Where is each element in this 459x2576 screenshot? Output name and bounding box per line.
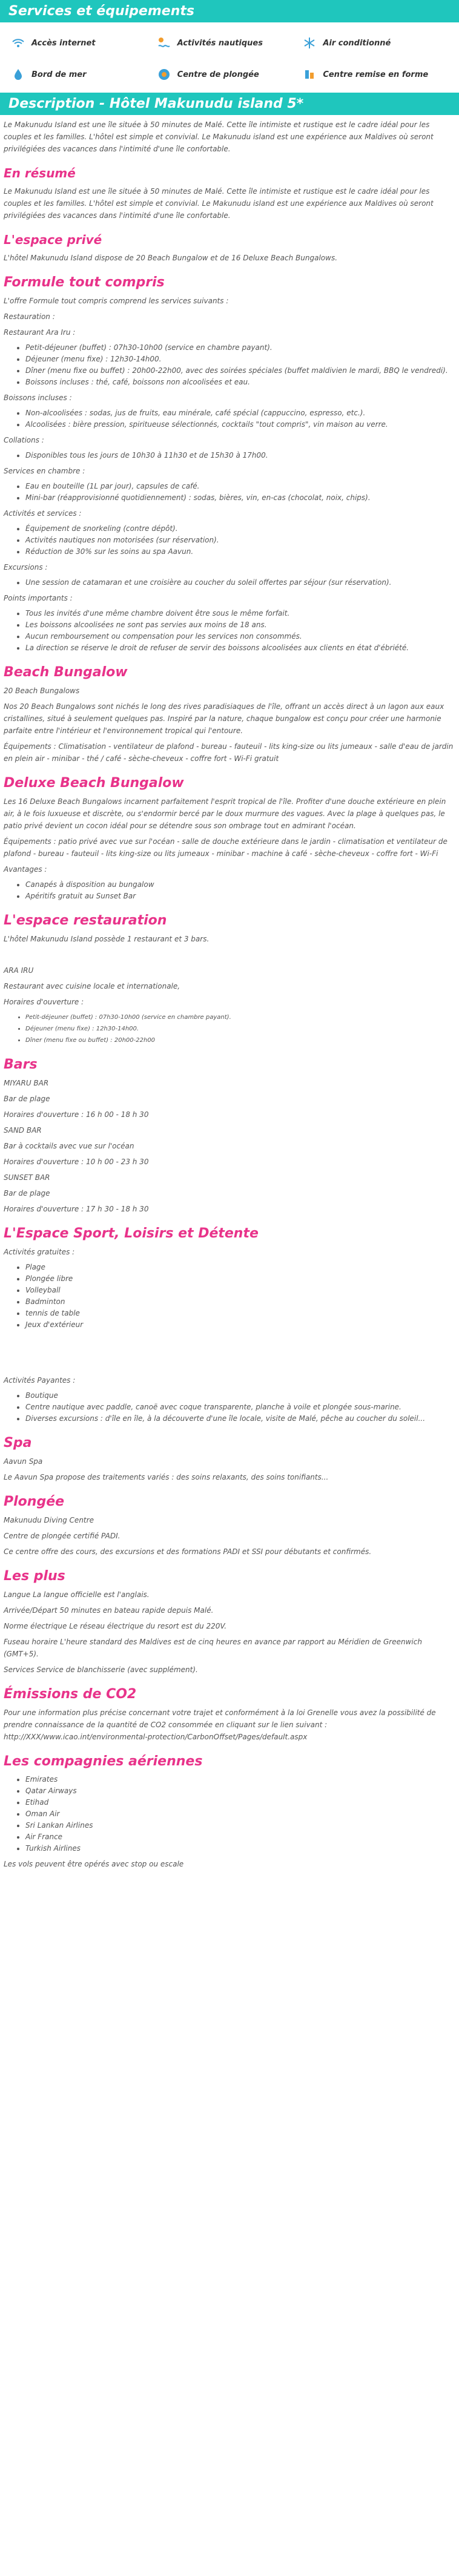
list-item: • Une session de catamaran et une croisière au coucher du soleil offertes par séjour (sur réservation). bbox=[25, 577, 455, 588]
plus-item: Fuseau horaire L'heure standard des Maldives est de cinq heures en avance par rapport au Méridien de Greenwich (GMT+5). bbox=[4, 1638, 422, 1658]
deluxe-equip: Équipements : patio privé avec vue sur l'océan - salle de douche extérieure dans le jardin - climatisation et ventilateur de plafond - bureau - fauteuil - lits king-size ou lits jumeaux - minibar - machine à café - sèche-cheveux - coffre fort - Wi-Fi bbox=[4, 837, 447, 858]
water-activities-icon bbox=[157, 36, 171, 50]
spacer bbox=[4, 1334, 455, 1371]
list-item: • Dîner (menu fixe ou buffet) : 20h00-22h00 bbox=[25, 1035, 455, 1046]
list-item: • Sri Lankan Airlines bbox=[25, 1820, 455, 1831]
bar-hours: Horaires d'ouverture : 16 h 00 - 18 h 30 bbox=[4, 1110, 149, 1119]
spacer bbox=[4, 949, 455, 961]
hours-label: Horaires d'ouverture : bbox=[4, 998, 84, 1006]
list-item: • Etihad bbox=[25, 1797, 455, 1808]
restauration-title: L'espace restauration bbox=[4, 913, 167, 928]
list-item: • Jeux d'extérieur bbox=[25, 1319, 455, 1331]
content bbox=[0, 119, 459, 1870]
gratuites-list bbox=[10, 1262, 455, 1331]
deluxe-text: Les 16 Deluxe Beach Bungalows incarnent parfaitement l'esprit tropical de l'île. Profiter d'une douche extérieure en plein air, à le fois luxueuse et discrète, ou s'endormir bercé par le doux murmure des vagues. Avec la plage à quelques pas, le patio privé devient un cocon idéal pour se détendre sous son ombrage tout en admirant l'océan. bbox=[4, 797, 446, 830]
plongee-cert: Centre de plongée certifié PADI. bbox=[4, 1532, 121, 1540]
list-item: • Petit-déjeuner (buffet) : 07h30-10h00 (service en chambre payant). bbox=[25, 1012, 455, 1023]
plongee-text: Ce centre offre des cours, des excursions et des formations PADI et SSI pour débutants et confirmés. bbox=[4, 1547, 372, 1556]
payantes-label: Activités Payantes : bbox=[4, 1376, 76, 1385]
beach-title: Beach Bungalow bbox=[4, 665, 128, 680]
list-item: • Centre nautique avec paddle, canoë avec coque transparente, planche à voile et plongée sous-marine. bbox=[25, 1402, 455, 1413]
avantages-list bbox=[10, 879, 455, 902]
bar-hours: Horaires d'ouverture : 17 h 30 - 18 h 30 bbox=[4, 1205, 149, 1213]
deluxe-title: Deluxe Beach Bungalow bbox=[4, 776, 184, 791]
restaurant-desc: Restaurant avec cuisine locale et internationale, bbox=[4, 982, 180, 990]
beach-subtitle: 20 Beach Bungalows bbox=[4, 687, 80, 695]
bar-type: Bar à cocktails avec vue sur l'océan bbox=[4, 1142, 134, 1150]
list-item: • Badminton bbox=[25, 1296, 455, 1308]
service-label: Air conditionné bbox=[323, 38, 391, 48]
list-item: • Emirates bbox=[25, 1774, 455, 1785]
resume-title: En résumé bbox=[4, 166, 76, 180]
list-item: • Petit-déjeuner (buffet) : 07h30-10h00 (service en chambre payant). bbox=[25, 342, 455, 354]
snowflake-icon bbox=[302, 36, 317, 50]
plongee-name: Makunudu Diving Centre bbox=[4, 1516, 94, 1524]
list-item: • Disponibles tous les jours de 10h30 à 11h30 et de 15h30 à 17h00. bbox=[25, 450, 455, 461]
espace-prive-title: L'espace privé bbox=[4, 232, 102, 247]
boissons-label: Boissons incluses : bbox=[4, 394, 72, 402]
list-item: • Alcoolisées : bière pression, spiritueuse sélectionnés, cocktails "tout compris", vin maison au verre. bbox=[25, 419, 455, 430]
plus-item: Langue La langue officielle est l'anglais. bbox=[4, 1590, 150, 1599]
restaurant-hours-list bbox=[10, 1012, 455, 1046]
bar-name: MIYARU BAR bbox=[4, 1079, 49, 1087]
excursions-list bbox=[10, 577, 455, 588]
compagnies-note: Les vols peuvent être opérés avec stop ou escale bbox=[4, 1860, 184, 1868]
list-item: • Déjeuner (menu fixe) : 12h30-14h00. bbox=[25, 1023, 455, 1035]
bars-title: Bars bbox=[4, 1057, 38, 1072]
collations-list bbox=[10, 450, 455, 461]
bar-type: Bar de plage bbox=[4, 1095, 50, 1103]
service-label: Bord de mer bbox=[31, 70, 87, 79]
spa-text: Le Aavun Spa propose des traitements variés : des soins relaxants, des soins tonifiants... bbox=[4, 1473, 329, 1481]
service-label: Activités nautiques bbox=[177, 38, 263, 48]
list-item: • Aucun remboursement ou compensation pour les services non consommés. bbox=[25, 631, 455, 642]
bar-hours: Horaires d'ouverture : 10 h 00 - 23 h 30 bbox=[4, 1158, 149, 1166]
list-item: • Canapés à disposition au bungalow bbox=[25, 879, 455, 891]
espace-prive-text: L'hôtel Makunudu Island dispose de 20 Beach Bungalow et de 16 Deluxe Beach Bungalows. bbox=[4, 254, 338, 262]
services-header: Services et équipements bbox=[0, 0, 459, 22]
list-item: • Volleyball bbox=[25, 1285, 455, 1296]
list-item: • Déjeuner (menu fixe) : 12h30-14h00. bbox=[25, 354, 455, 365]
service-item-fitness bbox=[302, 67, 448, 82]
dive-center-icon bbox=[157, 67, 171, 82]
list-item: • Les boissons alcoolisées ne sont pas servies aux moins de 18 ans. bbox=[25, 619, 455, 631]
gratuites-label: Activités gratuites : bbox=[4, 1248, 75, 1256]
excursions-label: Excursions : bbox=[4, 563, 48, 572]
list-item: • Qatar Airways bbox=[25, 1785, 455, 1797]
list-item: • La direction se réserve le droit de refuser de servir des boissons alcoolisées aux clients en état d'ébriété. bbox=[25, 642, 455, 654]
service-label: Centre de plongée bbox=[177, 70, 259, 79]
plus-item: Services Service de blanchisserie (avec supplément). bbox=[4, 1665, 198, 1674]
description-header: Description - Hôtel Makunudu island 5* bbox=[0, 93, 459, 115]
activites-label: Activités et services : bbox=[4, 509, 82, 518]
list-item: • Boissons incluses : thé, café, boissons non alcoolisées et eau. bbox=[25, 377, 455, 388]
list-item: • Réduction de 30% sur les soins au spa Aavun. bbox=[25, 546, 455, 558]
wifi-icon bbox=[11, 36, 25, 50]
service-label: Accès internet bbox=[31, 38, 96, 48]
resume-text: Le Makunudu Island est une île située à 50 minutes de Malé. Cette île intimiste et rustique est le cadre idéal pour les couples et les familles. L'hôtel est simple et convivial. Le Makunudu island est une expérience aux Maldives où seront privilégiées des vacances dans l'intimité d'une île confortable. bbox=[4, 187, 434, 220]
list-item: • Turkish Airlines bbox=[25, 1843, 455, 1854]
collations-label: Collations : bbox=[4, 436, 44, 444]
list-item: • Diverses excursions : d'île en île, à la découverte d'une île locale, visite de Malé, pêche au coucher du soleil... bbox=[25, 1413, 455, 1425]
bar-type: Bar de plage bbox=[4, 1189, 50, 1197]
restaurant-list bbox=[10, 342, 455, 388]
list-item: • Plage bbox=[25, 1262, 455, 1273]
restauration-text: L'hôtel Makunudu Island possède 1 restaurant et 3 bars. bbox=[4, 935, 210, 943]
service-item-ac bbox=[302, 36, 448, 50]
boissons-list bbox=[10, 407, 455, 430]
compagnies-list bbox=[10, 1774, 455, 1854]
points-list bbox=[10, 608, 455, 654]
avantages-label: Avantages : bbox=[4, 865, 47, 874]
formule-title: Formule tout compris bbox=[4, 275, 165, 290]
service-label: Centre remise en forme bbox=[323, 70, 429, 79]
beach-equip: Équipements : Climatisation - ventilateur de plafond - bureau - fauteuil - lits king-size ou lits jumeaux - salle d'eau de jardin en plein air - minibar - thé / café - sèche-cheveux - coffre fort - Wi-Fi gratuit bbox=[4, 742, 454, 763]
list-item: • Équipement de snorkeling (contre dépôt). bbox=[25, 523, 455, 535]
list-item: • Activités nautiques non motorisées (sur réservation). bbox=[25, 535, 455, 546]
points-label: Points importants : bbox=[4, 594, 73, 602]
spa-title: Spa bbox=[4, 1435, 32, 1451]
list-item: • Eau en bouteille (1L par jour), capsules de café. bbox=[25, 481, 455, 492]
formule-intro: L'offre Formule tout compris comprend les services suivants : bbox=[4, 297, 229, 305]
list-item: • Mini-bar (réapprovisionné quotidiennement) : sodas, bières, vin, en-cas (chocolat, noix, chips). bbox=[25, 492, 455, 504]
bar-name: SUNSET BAR bbox=[4, 1173, 50, 1182]
list-item: • Air France bbox=[25, 1831, 455, 1843]
restaurant-name: ARA IRU bbox=[4, 966, 34, 975]
chambre-label: Services en chambre : bbox=[4, 467, 85, 475]
list-item: • Oman Air bbox=[25, 1808, 455, 1820]
service-item-mer bbox=[11, 67, 157, 82]
restauration-label: Restauration : bbox=[4, 312, 55, 321]
plus-title: Les plus bbox=[4, 1569, 65, 1584]
service-item-internet bbox=[11, 36, 157, 50]
co2-text: Pour une information plus précise concernant votre trajet et conformément à la loi Grenelle vous avez la possibilité de prendre connaissance de la quantité de CO2 consommée en cliquant sur le lien suivant : http://XXX/www.icao.int/environmental-protection/CarbonOffset/Pages/default.aspx bbox=[4, 1708, 436, 1741]
bar-name: SAND BAR bbox=[4, 1126, 42, 1135]
compagnies-title: Les compagnies aériennes bbox=[4, 1754, 203, 1769]
list-item: • tennis de table bbox=[25, 1308, 455, 1319]
chambre-list bbox=[10, 481, 455, 504]
list-item: • Tous les invités d'une même chambre doivent être sous le même forfait. bbox=[25, 608, 455, 619]
plongee-title: Plongée bbox=[4, 1494, 65, 1509]
plus-item: Arrivée/Départ 50 minutes en bateau rapide depuis Malé. bbox=[4, 1606, 214, 1615]
service-item-nautique bbox=[157, 36, 303, 50]
list-item: • Dîner (menu fixe ou buffet) : 20h00-22h00, avec des soirées spéciales (buffet maldivien le mardi, BBQ le vendredi). bbox=[25, 365, 455, 377]
list-item: • Plongée libre bbox=[25, 1273, 455, 1285]
restaurant-label: Restaurant Ara Iru : bbox=[4, 328, 76, 337]
fitness-icon bbox=[302, 67, 317, 82]
spa-name: Aavun Spa bbox=[4, 1457, 43, 1466]
list-item: • Boutique bbox=[25, 1390, 455, 1402]
intro-text: Le Makunudu Island est une île située à 50 minutes de Malé. Cette île intimiste et rustique est le cadre idéal pour les couples et les familles. L'hôtel est simple et convivial. Le Makunudu island est une expérience aux Maldives où seront privilégiées des vacances dans l'intimité d'une île confortable. bbox=[4, 120, 434, 153]
payantes-list bbox=[10, 1390, 455, 1425]
list-item: • Non-alcoolisées : sodas, jus de fruits, eau minérale, café spécial (cappuccino, espresso, etc.). bbox=[25, 407, 455, 419]
plus-item: Norme électrique Le réseau électrique du resort est du 220V. bbox=[4, 1622, 227, 1630]
service-item-plongee bbox=[157, 67, 303, 82]
sport-title: L'Espace Sport, Loisirs et Détente bbox=[4, 1226, 259, 1241]
co2-title: Émissions de CO2 bbox=[4, 1687, 137, 1702]
list-item: • Apéritifs gratuit au Sunset Bar bbox=[25, 891, 455, 902]
services-grid bbox=[0, 22, 459, 93]
activites-list bbox=[10, 523, 455, 558]
beach-text: Nos 20 Beach Bungalows sont nichés le long des rives paradisiaques de l'île, offrant un accès direct à un lagon aux eaux cristallines, situé à seulement quelques pas. Inspiré par la nature, chaque bungalow est conçu pour créer une harmonie parfaite entre l'intérieur et l'environnement tropical qui l'entoure. bbox=[4, 702, 444, 735]
water-drop-icon bbox=[11, 67, 25, 82]
